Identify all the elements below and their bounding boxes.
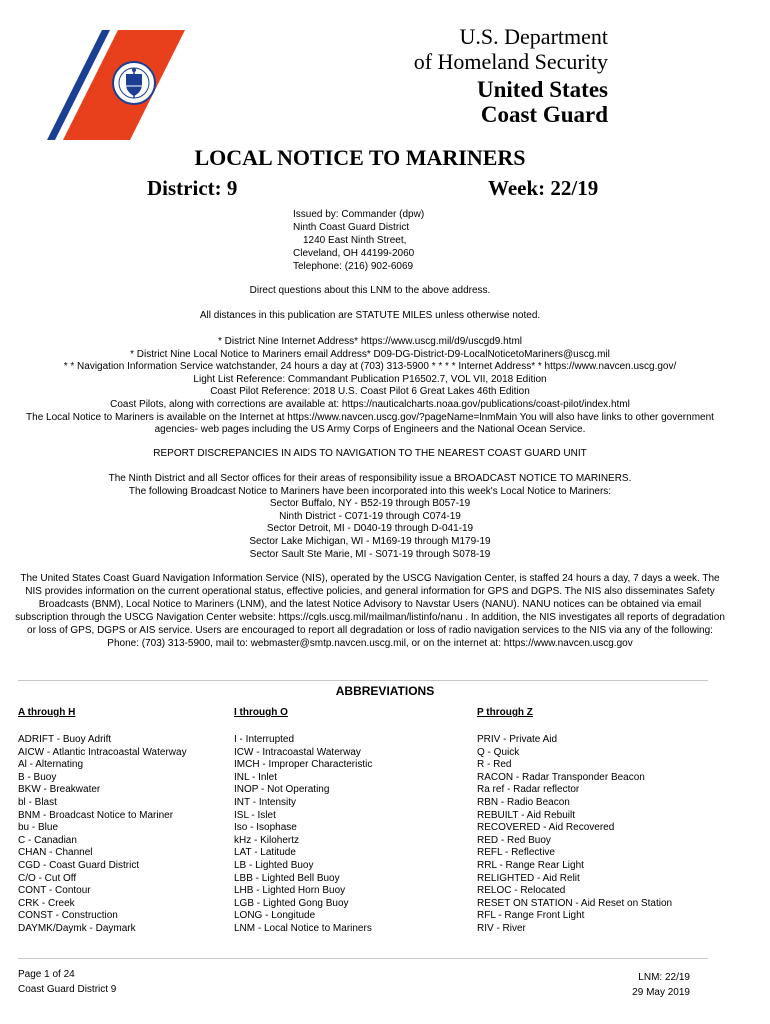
abbreviation-item: Iso - Isophase bbox=[234, 822, 297, 834]
broadcast-item: Sector Sault Ste Marie, MI - S071-19 through S078-19 bbox=[249, 548, 491, 560]
abbreviation-item: AICW - Atlantic Intracoastal Waterway bbox=[18, 746, 187, 758]
dept-line-2: of Homeland Security bbox=[413, 49, 608, 74]
abbreviation-item: BKW - Breakwater bbox=[18, 784, 101, 796]
footer-right bbox=[632, 970, 690, 1000]
abbreviation-item: PRIV - Private Aid bbox=[477, 734, 558, 745]
column-heading: A through H bbox=[18, 707, 76, 718]
broadcast-item: Sector Buffalo, NY - B52-19 through B057-19 bbox=[269, 498, 471, 510]
abbreviations-column-a-h bbox=[18, 706, 187, 936]
abbreviation-item: R - Red bbox=[477, 759, 512, 771]
abbreviation-item: RELIGHTED - Aid Relit bbox=[477, 872, 580, 884]
cg-line-1: United States bbox=[477, 77, 608, 102]
footer-lnm: LNM: 22/19 bbox=[638, 972, 690, 983]
abbreviation-item: RECOVERED - Aid Recovered bbox=[477, 822, 615, 834]
abbreviation-item: IMCH - Improper Characteristic bbox=[234, 759, 373, 771]
uscg-logo bbox=[0, 0, 200, 140]
reference-line: Light List Reference: Commandant Publication P16502.7, VOL VII, 2018 Edition bbox=[193, 373, 547, 385]
abbreviation-item: RACON - Radar Transponder Beacon bbox=[477, 771, 645, 783]
abbreviation-item: CONST - Construction bbox=[18, 910, 118, 922]
direct-questions-text: Direct questions about this LNM to the above address. bbox=[249, 285, 491, 296]
abbreviation-item: INL - Inlet bbox=[234, 771, 277, 783]
abbreviation-item: RED - Red Buoy bbox=[477, 834, 551, 846]
abbreviations-column-i-o bbox=[234, 706, 372, 936]
distances-text: All distances in this publication are STATUTE MILES unless otherwise noted. bbox=[199, 310, 541, 321]
abbreviation-item: C/O - Cut Off bbox=[18, 872, 77, 884]
abbreviation-item: RBN - Radio Beacon bbox=[477, 796, 570, 808]
issued-line: Ninth Coast Guard District bbox=[293, 222, 410, 233]
abbreviation-item: ADRIFT - Buoy Adrift bbox=[18, 734, 112, 745]
direct-questions-note bbox=[8, 285, 732, 298]
reference-lines bbox=[8, 336, 732, 437]
nis-paragraph: The United States Coast Guard Navigation Information Service (NIS), operated by the USCG Navigation Center, is staffed 24 hours a day, 7 days a week. The NIS provides information on the current operational status, effective policies, and general information for GPS and DGPS. The NIS also disseminates Safety Broadcasts (BNM), Local Notice to Mariners (LNM), and the latest Notice Advisory to Navstar Users (NANU). NANU notices can be obtained via email subscription through the USCG Navigation Center website: https://cgls.uscg.mil/mailman/listinfo/nanu . In addition, the NIS investigates all reports of degradation or loss of GPS, DGPS or AIS service. Users are encouraged to report all degradation or loss of radio navigation services to the NIS via any of the following: Phone: (703) 313-5900, mail to: webmaster@smtp.navcen.uscg.mil, or on the internet at: https://www.navcen.uscg.gov bbox=[15, 573, 725, 649]
report-text: REPORT DISCREPANCIES IN AIDS TO NAVIGATION TO THE NEAREST COAST GUARD UNIT bbox=[153, 448, 587, 459]
issued-by-block bbox=[293, 208, 424, 273]
report-discrepancies-note bbox=[8, 448, 732, 461]
abbreviation-item: RRL - Range Rear Light bbox=[477, 859, 584, 871]
internet-note: The Local Notice to Mariners is available on the Internet at https://www.navcen.uscg.gov/?pageName=lnmMain You will also have links to other government agencies- web pages including the US Army Corps of Engineers and the National Ocean Service. bbox=[26, 411, 714, 436]
abbreviation-item: REBUILT - Aid Rebuilt bbox=[477, 809, 576, 821]
reference-line: Coast Pilot Reference: 2018 U.S. Coast Pilot 6 Great Lakes 46th Edition bbox=[210, 386, 530, 398]
issued-line: Telephone: (216) 902-6069 bbox=[293, 261, 414, 272]
abbreviation-item: RIV - River bbox=[477, 922, 526, 934]
broadcast-intro-1: The Ninth District and all Sector offices for their areas of responsibility issue a BROADCAST NOTICE TO MARINERS. bbox=[108, 473, 632, 484]
divider bbox=[18, 680, 708, 681]
abbreviations-title: ABBREVIATIONS bbox=[335, 684, 435, 698]
abbreviation-item: LHB - Lighted Horn Buoy bbox=[234, 885, 346, 897]
abbreviation-item: CRK - Creek bbox=[18, 897, 75, 909]
abbreviation-item: BNM - Broadcast Notice to Mariner bbox=[18, 809, 174, 821]
column-heading: P through Z bbox=[477, 707, 533, 718]
reference-line: Coast Pilots, along with corrections are available at: https://nauticalcharts.noaa.gov/publications/coast-pilot/index.html bbox=[110, 398, 630, 410]
reference-line: * * Navigation Information Service watchstander, 24 hours a day at (703) 313-5900 * * * * Internet Address* * https://www.navcen.uscg.gov/ bbox=[63, 361, 677, 373]
abbreviation-item: B - Buoy bbox=[18, 771, 57, 783]
issued-line: Issued by: Commander (dpw) bbox=[293, 209, 425, 220]
abbreviation-item: CGD - Coast Guard District bbox=[18, 859, 140, 871]
document-title: LOCAL NOTICE TO MARINERS bbox=[194, 145, 526, 170]
footer-district: Coast Guard District 9 bbox=[18, 984, 117, 995]
agency-header bbox=[414, 24, 608, 127]
broadcast-item: Sector Detroit, MI - D040-19 through D-041-19 bbox=[266, 523, 474, 535]
footer-date: 29 May 2019 bbox=[632, 987, 690, 998]
column-heading: I through O bbox=[234, 707, 288, 718]
abbreviation-item: RESET ON STATION - Aid Reset on Station bbox=[477, 897, 673, 909]
broadcast-intro-2: The following Broadcast Notice to Mariners have been incorporated into this week's Local Notice to Mariners: bbox=[128, 485, 612, 497]
abbreviations-column-p-z bbox=[477, 706, 672, 936]
week-label: Week: 22/19 bbox=[488, 176, 599, 200]
abbreviation-item: ICW - Intracoastal Waterway bbox=[234, 746, 361, 758]
reference-line: * District Nine Internet Address* https://www.uscg.mil/d9/uscgd9.html bbox=[217, 336, 522, 347]
footer-left bbox=[18, 967, 116, 997]
abbreviation-item: LGB - Lighted Gong Buoy bbox=[234, 897, 349, 909]
broadcast-item: Sector Lake Michigan, WI - M169-19 through M179-19 bbox=[249, 535, 491, 547]
abbreviation-item: I - Interrupted bbox=[234, 734, 295, 745]
abbreviation-item: Ra ref - Radar reflector bbox=[477, 784, 580, 796]
abbreviation-item: bl - Blast bbox=[18, 796, 57, 808]
broadcast-item: Ninth District - C071-19 through C074-19 bbox=[279, 510, 461, 522]
abbreviation-item: DAYMK/Daymk - Daymark bbox=[18, 922, 136, 934]
issued-line: Cleveland, OH 44199-2060 bbox=[293, 248, 415, 259]
issued-line: 1240 East Ninth Street, bbox=[303, 235, 407, 246]
abbreviation-item: RELOC - Relocated bbox=[477, 885, 566, 897]
abbreviation-item: LB - Lighted Buoy bbox=[234, 859, 314, 871]
abbreviation-item: bu - Blue bbox=[18, 822, 59, 834]
abbreviation-item: REFL - Reflective bbox=[477, 847, 555, 859]
broadcast-notices bbox=[8, 473, 732, 561]
uscg-emblem-icon bbox=[113, 62, 155, 104]
reference-line: * District Nine Local Notice to Mariners email Address* D09-DG-District-D9-LocalNoticetoMariners@uscg.mil bbox=[130, 348, 610, 360]
abbreviation-item: LNM - Local Notice to Mariners bbox=[234, 922, 372, 934]
abbreviation-item: CONT - Contour bbox=[18, 885, 91, 897]
dept-line-1: U.S. Department bbox=[459, 24, 608, 49]
abbreviation-item: LONG - Longitude bbox=[234, 910, 316, 922]
abbreviation-item: Q - Quick bbox=[477, 746, 520, 758]
abbreviation-item: LAT - Latitude bbox=[234, 847, 296, 859]
cg-line-2: Coast Guard bbox=[480, 102, 608, 127]
abbreviation-item: ISL - Islet bbox=[234, 809, 276, 821]
abbreviation-item: kHz - Kilohertz bbox=[234, 834, 300, 846]
abbreviation-item: INT - Intensity bbox=[234, 796, 297, 808]
abbreviation-item: CHAN - Channel bbox=[18, 847, 93, 859]
abbreviation-item: INOP - Not Operating bbox=[234, 784, 330, 796]
distances-note bbox=[8, 310, 732, 323]
footer-divider bbox=[18, 958, 708, 959]
abbreviation-item: LBB - Lighted Bell Buoy bbox=[234, 872, 340, 884]
abbreviation-item: Al - Alternating bbox=[18, 759, 84, 771]
page-number: Page 1 of 24 bbox=[18, 969, 75, 980]
abbreviation-item: C - Canadian bbox=[18, 834, 77, 846]
abbreviation-item: RFL - Range Front Light bbox=[477, 910, 585, 922]
district-label: District: 9 bbox=[147, 176, 238, 200]
